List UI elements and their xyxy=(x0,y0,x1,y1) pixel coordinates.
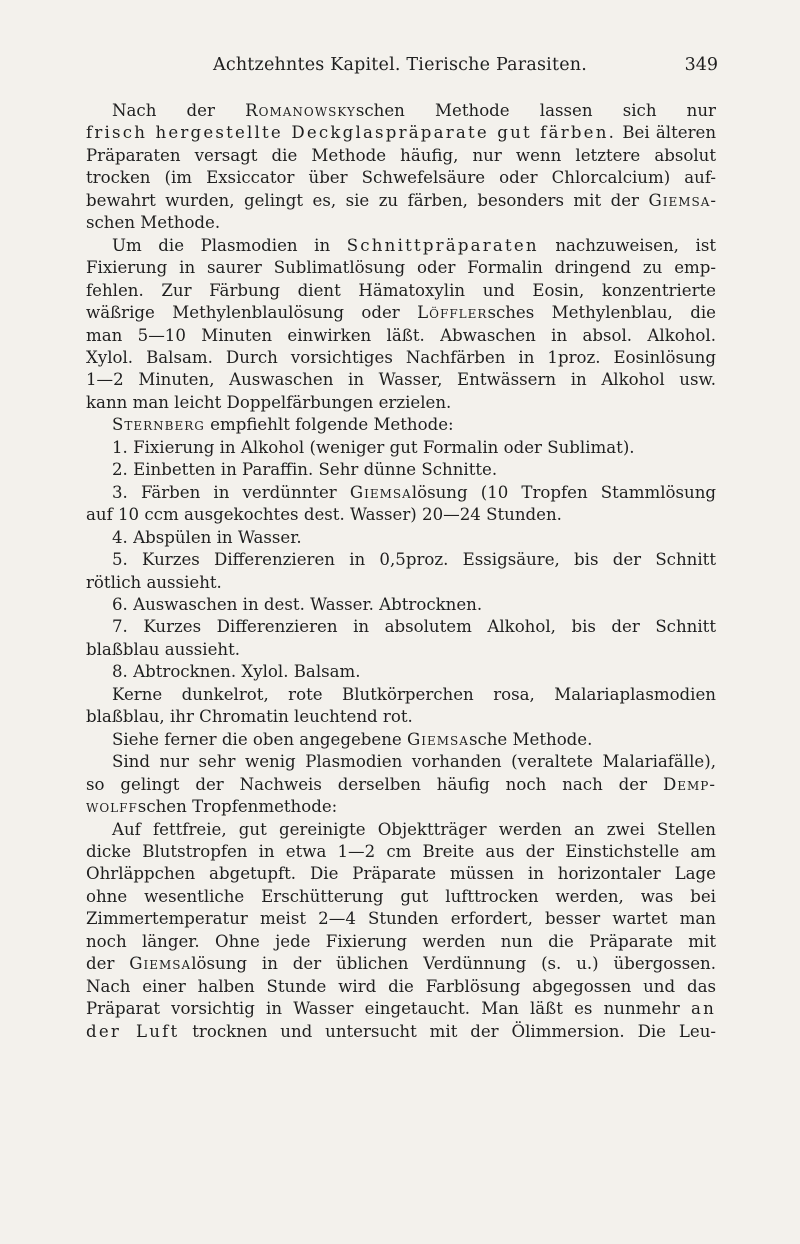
text-line xyxy=(86,459,716,481)
text-line xyxy=(86,190,716,212)
small-caps-name: Giemsa xyxy=(349,482,412,502)
text-line xyxy=(86,347,716,369)
text-run: sche Methode. xyxy=(468,729,593,749)
small-caps-name: Giemsa xyxy=(407,729,469,749)
text-line xyxy=(86,796,716,818)
text-run: Xylol. Balsam. Durch vorsichtiges Nachfärben in 1proz. Eosinlösung xyxy=(86,347,716,367)
text-line xyxy=(86,908,716,930)
text-run: Zimmertemperatur meist 2—4 Stunden erfordert, besser wartet man xyxy=(86,909,716,929)
text-line xyxy=(86,886,716,908)
text-line xyxy=(86,931,716,953)
text-line xyxy=(86,661,716,683)
text-run: Bei älteren xyxy=(616,123,717,143)
text-line xyxy=(86,122,716,144)
text-line xyxy=(86,280,716,302)
text-line xyxy=(86,572,716,594)
text-run: noch länger. Ohne jede Fixierung werden nun die Präparate mit xyxy=(86,931,716,951)
text-run: Kerne dunkelrot, rote Blutkörperchen rosa, Malariaplasmodien xyxy=(112,684,716,704)
text-run: dicke Blutstropfen in etwa 1—2 cm Breite aus der Einstichstelle am xyxy=(86,841,716,861)
text-run: Ohrläppchen abgetupft. Die Präparate müssen in horizontaler Lage xyxy=(86,864,716,884)
text-run: 3. Färben in verdünnter xyxy=(112,482,350,502)
text-line xyxy=(86,729,716,751)
body-text xyxy=(86,100,716,1043)
text-run: der xyxy=(86,954,130,974)
text-run: 1—2 Minuten, Auswaschen in Wasser, Entwässern in Alkohol usw. xyxy=(86,370,716,390)
text-run: 6. Auswaschen in dest. Wasser. Abtrocknen. xyxy=(112,594,483,614)
small-caps-name: Sternberg xyxy=(112,415,205,435)
spaced-emphasis: frisch hergestellte Deckglaspräparate gut färben. xyxy=(86,123,617,143)
text-run: fehlen. Zur Färbung dient Hämatoxylin und Eosin, konzentrierte xyxy=(86,280,716,300)
text-run: trocken (im Exsiccator über Schwefelsäure oder Chlorcalcium) auf- xyxy=(86,168,716,188)
small-caps-name: Giemsa xyxy=(648,190,711,210)
text-line xyxy=(86,616,716,638)
small-caps-name: wolff xyxy=(86,797,138,817)
text-line xyxy=(86,998,716,1020)
spaced-emphasis: an xyxy=(691,999,716,1019)
text-run: kann man leicht Doppelfärbungen erzielen. xyxy=(86,392,452,412)
text-run: Siehe ferner die oben angegebene xyxy=(112,729,407,749)
text-run: Präparat vorsichtig in Wasser eingetaucht. Man läßt es nunmehr xyxy=(86,999,692,1019)
text-run: - xyxy=(710,190,716,210)
small-caps-name: Romanowsky xyxy=(245,101,356,120)
text-run: nachzuweisen, ist xyxy=(538,235,716,255)
running-title: Achtzehntes Kapitel. Tierische Parasiten. xyxy=(213,55,587,75)
text-line xyxy=(86,863,716,885)
spaced-emphasis: der Luft xyxy=(86,1021,180,1041)
text-line xyxy=(86,325,716,347)
text-line xyxy=(86,145,716,167)
text-run: auf 10 ccm ausgekochtes dest. Wasser) 20—24 Stunden. xyxy=(86,505,562,525)
page-number: 349 xyxy=(684,55,718,75)
text-run: Präparaten versagt die Methode häufig, nur wenn letztere absolut xyxy=(86,145,716,165)
text-line xyxy=(86,257,716,279)
text-line xyxy=(86,751,716,773)
text-run: lösung in der üblichen Verdünnung (s. u.) übergossen. xyxy=(191,954,717,974)
text-run: Sind nur sehr wenig Plasmodien vorhanden (veraltete Malariafälle), xyxy=(112,752,716,772)
text-run: lösung (10 Tropfen Stammlösung xyxy=(411,482,717,502)
text-run: ohne wesentliche Erschütterung gut lufttrocken werden, was bei xyxy=(86,886,716,906)
text-run: schen Methode. xyxy=(86,213,221,233)
text-run: wäßrige Methylenblaulösung oder xyxy=(86,303,418,323)
text-run: 2. Einbetten in Paraffin. Sehr dünne Schnitte. xyxy=(112,460,498,480)
text-line xyxy=(86,235,716,257)
text-line xyxy=(86,1021,716,1043)
text-line xyxy=(86,774,716,796)
text-line xyxy=(86,953,716,975)
small-caps-name: Löffler xyxy=(417,303,488,323)
text-run: schen Methode lassen sich nur xyxy=(355,101,716,120)
text-run: empfiehlt folgende Methode: xyxy=(204,415,454,435)
text-run: 1. Fixierung in Alkohol (weniger gut Formalin oder Sublimat). xyxy=(112,437,635,457)
text-line xyxy=(86,976,716,998)
text-run: 7. Kurzes Differenzieren in absolutem Alkohol, bis der Schnitt xyxy=(112,617,716,637)
text-run: Fixierung in saurer Sublimatlösung oder Formalin dringend zu emp- xyxy=(86,258,716,278)
text-run: man 5—10 Minuten einwirken läßt. Abwaschen in absol. Alkohol. xyxy=(86,325,716,345)
text-run: Nach der xyxy=(112,101,246,120)
text-run: rötlich aussieht. xyxy=(86,572,222,592)
text-line xyxy=(86,392,716,414)
text-line xyxy=(86,504,716,526)
text-run: schen Tropfenmethode: xyxy=(137,797,338,817)
text-line xyxy=(86,819,716,841)
text-line xyxy=(86,527,716,549)
text-line xyxy=(86,302,716,324)
text-run: 4. Abspülen in Wasser. xyxy=(112,527,302,547)
text-line xyxy=(86,594,716,616)
text-run: Auf fettfreie, gut gereinigte Objektträger werden an zwei Stellen xyxy=(112,819,716,839)
small-caps-name: Demp- xyxy=(662,774,716,794)
text-line xyxy=(86,167,716,189)
text-run: blaßblau aussieht. xyxy=(86,639,241,659)
text-run: so gelingt der Nachweis derselben häufig noch nach der xyxy=(86,774,663,794)
text-run: trocknen und untersucht mit der Ölimmersion. Die Leu- xyxy=(179,1021,717,1041)
text-line xyxy=(86,706,716,728)
text-line xyxy=(86,100,716,122)
text-run: Um die Plasmodien in xyxy=(112,235,347,255)
text-line xyxy=(86,639,716,661)
text-line xyxy=(86,482,716,504)
text-run: 8. Abtrocknen. Xylol. Balsam. xyxy=(112,662,361,682)
spaced-emphasis: Schnittpräparaten xyxy=(346,235,539,255)
text-line xyxy=(86,549,716,571)
small-caps-name: Giemsa xyxy=(129,954,192,974)
text-run: 5. Kurzes Differenzieren in 0,5proz. Essigsäure, bis der Schnitt xyxy=(112,550,716,570)
text-line xyxy=(86,684,716,706)
text-line xyxy=(86,414,716,436)
text-run: Nach einer halben Stunde wird die Farblösung abgegossen und das xyxy=(86,976,716,996)
text-line xyxy=(86,437,716,459)
text-line xyxy=(86,369,716,391)
text-run: bewahrt wurden, gelingt es, sie zu färben, besonders mit der xyxy=(86,190,649,210)
text-run: blaßblau, ihr Chromatin leuchtend rot. xyxy=(86,707,413,727)
text-line xyxy=(86,841,716,863)
text-run: sches Methylenblau, die xyxy=(487,303,716,323)
text-line xyxy=(86,212,716,234)
